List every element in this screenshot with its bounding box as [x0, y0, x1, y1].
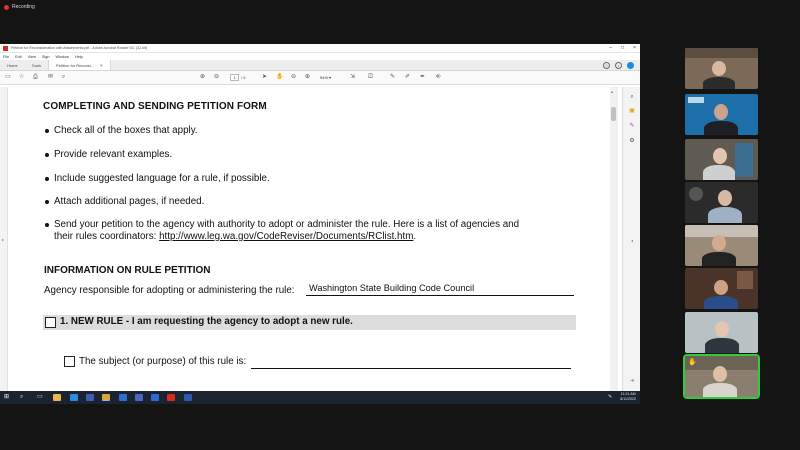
expand-left-panel-icon[interactable]: ▸: [2, 237, 5, 242]
right-tools-panel: [622, 87, 640, 391]
chrome-icon[interactable]: [102, 394, 110, 401]
recording-dot-icon: [4, 5, 9, 10]
word-doc-icon[interactable]: [184, 394, 192, 401]
menu-file[interactable]: File: [3, 54, 10, 59]
vertical-scrollbar[interactable]: [610, 87, 618, 391]
help-icon[interactable]: ?: [603, 62, 610, 69]
bullet-text: Attach additional pages, if needed.: [54, 196, 205, 207]
participant-tile[interactable]: [685, 94, 758, 135]
maximize-button[interactable]: □: [621, 45, 625, 51]
bullet-icon: [45, 177, 49, 181]
bookmark-star-icon[interactable]: ☆: [19, 74, 25, 80]
tray-icon[interactable]: ✎: [608, 394, 613, 400]
raised-hand-icon: ✋: [688, 359, 697, 366]
app-icon[interactable]: [151, 394, 159, 401]
rclist-link[interactable]: http://www.leg.wa.gov/CodeReviser/Documents/RClist.htm: [159, 231, 414, 242]
clock-time: 11:21 AM: [620, 392, 636, 396]
subject-field[interactable]: [251, 368, 571, 369]
page-total: / 5: [241, 75, 246, 80]
highlight-icon[interactable]: ✐: [405, 74, 411, 80]
file-explorer-icon[interactable]: [53, 394, 61, 401]
shared-screen-window: [0, 44, 640, 391]
subject-checkbox[interactable]: [64, 356, 75, 367]
participant-tile[interactable]: [685, 312, 758, 353]
new-rule-checkbox[interactable]: [45, 317, 56, 328]
bullet-icon: [45, 223, 49, 227]
tab-row: [0, 60, 640, 71]
document-viewer[interactable]: [0, 87, 640, 391]
select-cursor-icon[interactable]: ➤: [262, 74, 268, 80]
participant-tile[interactable]: [685, 182, 758, 223]
tab-close-icon[interactable]: ×: [100, 62, 103, 68]
acrobat-toolbar: [0, 71, 640, 85]
tab-document[interactable]: [48, 60, 111, 70]
menu-help[interactable]: Help: [74, 54, 83, 59]
page-number-input[interactable]: 1: [230, 74, 239, 81]
page-fit-icon[interactable]: ⇲: [350, 74, 356, 80]
zoom-in-icon[interactable]: ⊕: [305, 74, 311, 80]
acrobat-taskbar-icon[interactable]: [167, 394, 175, 401]
tab-document-label: Petition for Reconsi...: [56, 62, 95, 68]
bullet-icon: [45, 129, 49, 133]
windows-taskbar: [0, 391, 640, 404]
draw-icon[interactable]: ✒: [420, 74, 426, 80]
participant-tile[interactable]: [685, 48, 758, 89]
menu-bar: [0, 53, 640, 60]
taskbar-clock[interactable]: [620, 392, 636, 402]
print-icon[interactable]: ⎙: [33, 74, 38, 80]
fill-sign-icon[interactable]: ✎: [629, 123, 635, 129]
scroll-up-icon[interactable]: ▴: [611, 89, 614, 94]
bell-icon[interactable]: •: [615, 62, 622, 69]
bullet-text-line2: [54, 231, 416, 243]
menu-edit[interactable]: Edit: [15, 54, 22, 59]
participant-tile[interactable]: [685, 268, 758, 309]
collapse-right-panel-icon[interactable]: ◂: [630, 238, 633, 243]
teams-icon[interactable]: [135, 394, 143, 401]
acrobat-icon: [3, 46, 8, 51]
link-period: .: [413, 231, 417, 242]
window-titlebar: [0, 44, 640, 53]
new-rule-label: 1. NEW RULE - I am requesting the agency to adopt a new rule.: [60, 316, 353, 327]
agency-field[interactable]: Washington State Building Code Council: [306, 282, 574, 296]
zoom-select[interactable]: 54% ▾: [320, 75, 332, 80]
menu-sign[interactable]: Sign: [41, 54, 50, 59]
hand-tool-icon[interactable]: ✋: [276, 74, 284, 80]
tab-home[interactable]: Home: [7, 62, 18, 68]
new-rule-row: [43, 315, 576, 330]
bullet-icon: [45, 153, 49, 157]
close-button[interactable]: ×: [633, 45, 636, 51]
bullet-text: Send your petition to the agency with authority to adopt or administer the rule. Here is a list of agencies and: [54, 219, 520, 230]
agency-label: Agency responsible for adopting or administering the rule:: [44, 285, 295, 296]
left-panel-collapsed[interactable]: [0, 87, 8, 391]
menu-window[interactable]: Window: [55, 54, 69, 59]
email-icon[interactable]: ✉: [48, 74, 54, 80]
recording-label: Recording: [12, 4, 35, 10]
menu-view[interactable]: View: [27, 54, 36, 59]
page-up-icon[interactable]: ⊕: [200, 74, 206, 80]
bullet-icon: [45, 200, 49, 204]
more-tools-icon[interactable]: ⚙: [629, 138, 635, 144]
save-icon[interactable]: ▭: [5, 74, 11, 80]
comment-tool-icon[interactable]: ▣: [629, 108, 635, 114]
bullet-text: Check all of the boxes that apply.: [54, 125, 198, 136]
outlook-icon[interactable]: [86, 394, 94, 401]
panel-expand-icon[interactable]: ⇥: [629, 378, 635, 384]
recording-indicator: [0, 0, 800, 14]
minimize-button[interactable]: –: [609, 45, 613, 51]
coordinators-text: their rules coordinators:: [54, 231, 160, 242]
scroll-mode-icon[interactable]: ⎚: [368, 74, 373, 80]
tab-tools[interactable]: Tools: [31, 62, 42, 68]
section-heading-information: INFORMATION ON RULE PETITION: [44, 265, 211, 276]
zoom-out-icon[interactable]: ⊖: [291, 74, 297, 80]
search-taskbar-icon[interactable]: ⌕: [20, 394, 24, 400]
sign-icon[interactable]: ⎆: [436, 74, 441, 80]
start-icon[interactable]: ⊞: [4, 394, 10, 400]
task-view-icon[interactable]: ▭: [37, 394, 43, 400]
pdf-page: [30, 87, 590, 391]
section-heading-completing: COMPLETING AND SENDING PETITION FORM: [43, 101, 267, 112]
clock-date: 8/11/2022: [620, 397, 636, 401]
zoom-icon[interactable]: ⌕: [630, 94, 634, 100]
bullet-text: Provide relevant examples.: [54, 149, 173, 160]
participant-tile[interactable]: [685, 225, 758, 266]
search-icon[interactable]: ⌕: [62, 74, 66, 80]
participant-tile[interactable]: [685, 139, 758, 180]
comment-icon[interactable]: ✎: [390, 74, 396, 80]
word-icon[interactable]: [119, 394, 127, 401]
zoom-value: 54%: [320, 75, 329, 80]
page-down-icon[interactable]: ⊖: [214, 74, 220, 80]
bullet-text: Include suggested language for a rule, if possible.: [54, 173, 270, 184]
scroll-thumb[interactable]: [611, 107, 616, 121]
edge-icon[interactable]: [70, 394, 78, 401]
account-avatar[interactable]: [627, 62, 634, 69]
window-title: Petition for Reconsideration with Attachments.pdf - Adobe Acrobat Reader DC (32-bit): [11, 46, 148, 50]
participant-tile-active-speaker[interactable]: [685, 356, 758, 397]
subject-label: The subject (or purpose) of this rule is:: [79, 356, 247, 367]
